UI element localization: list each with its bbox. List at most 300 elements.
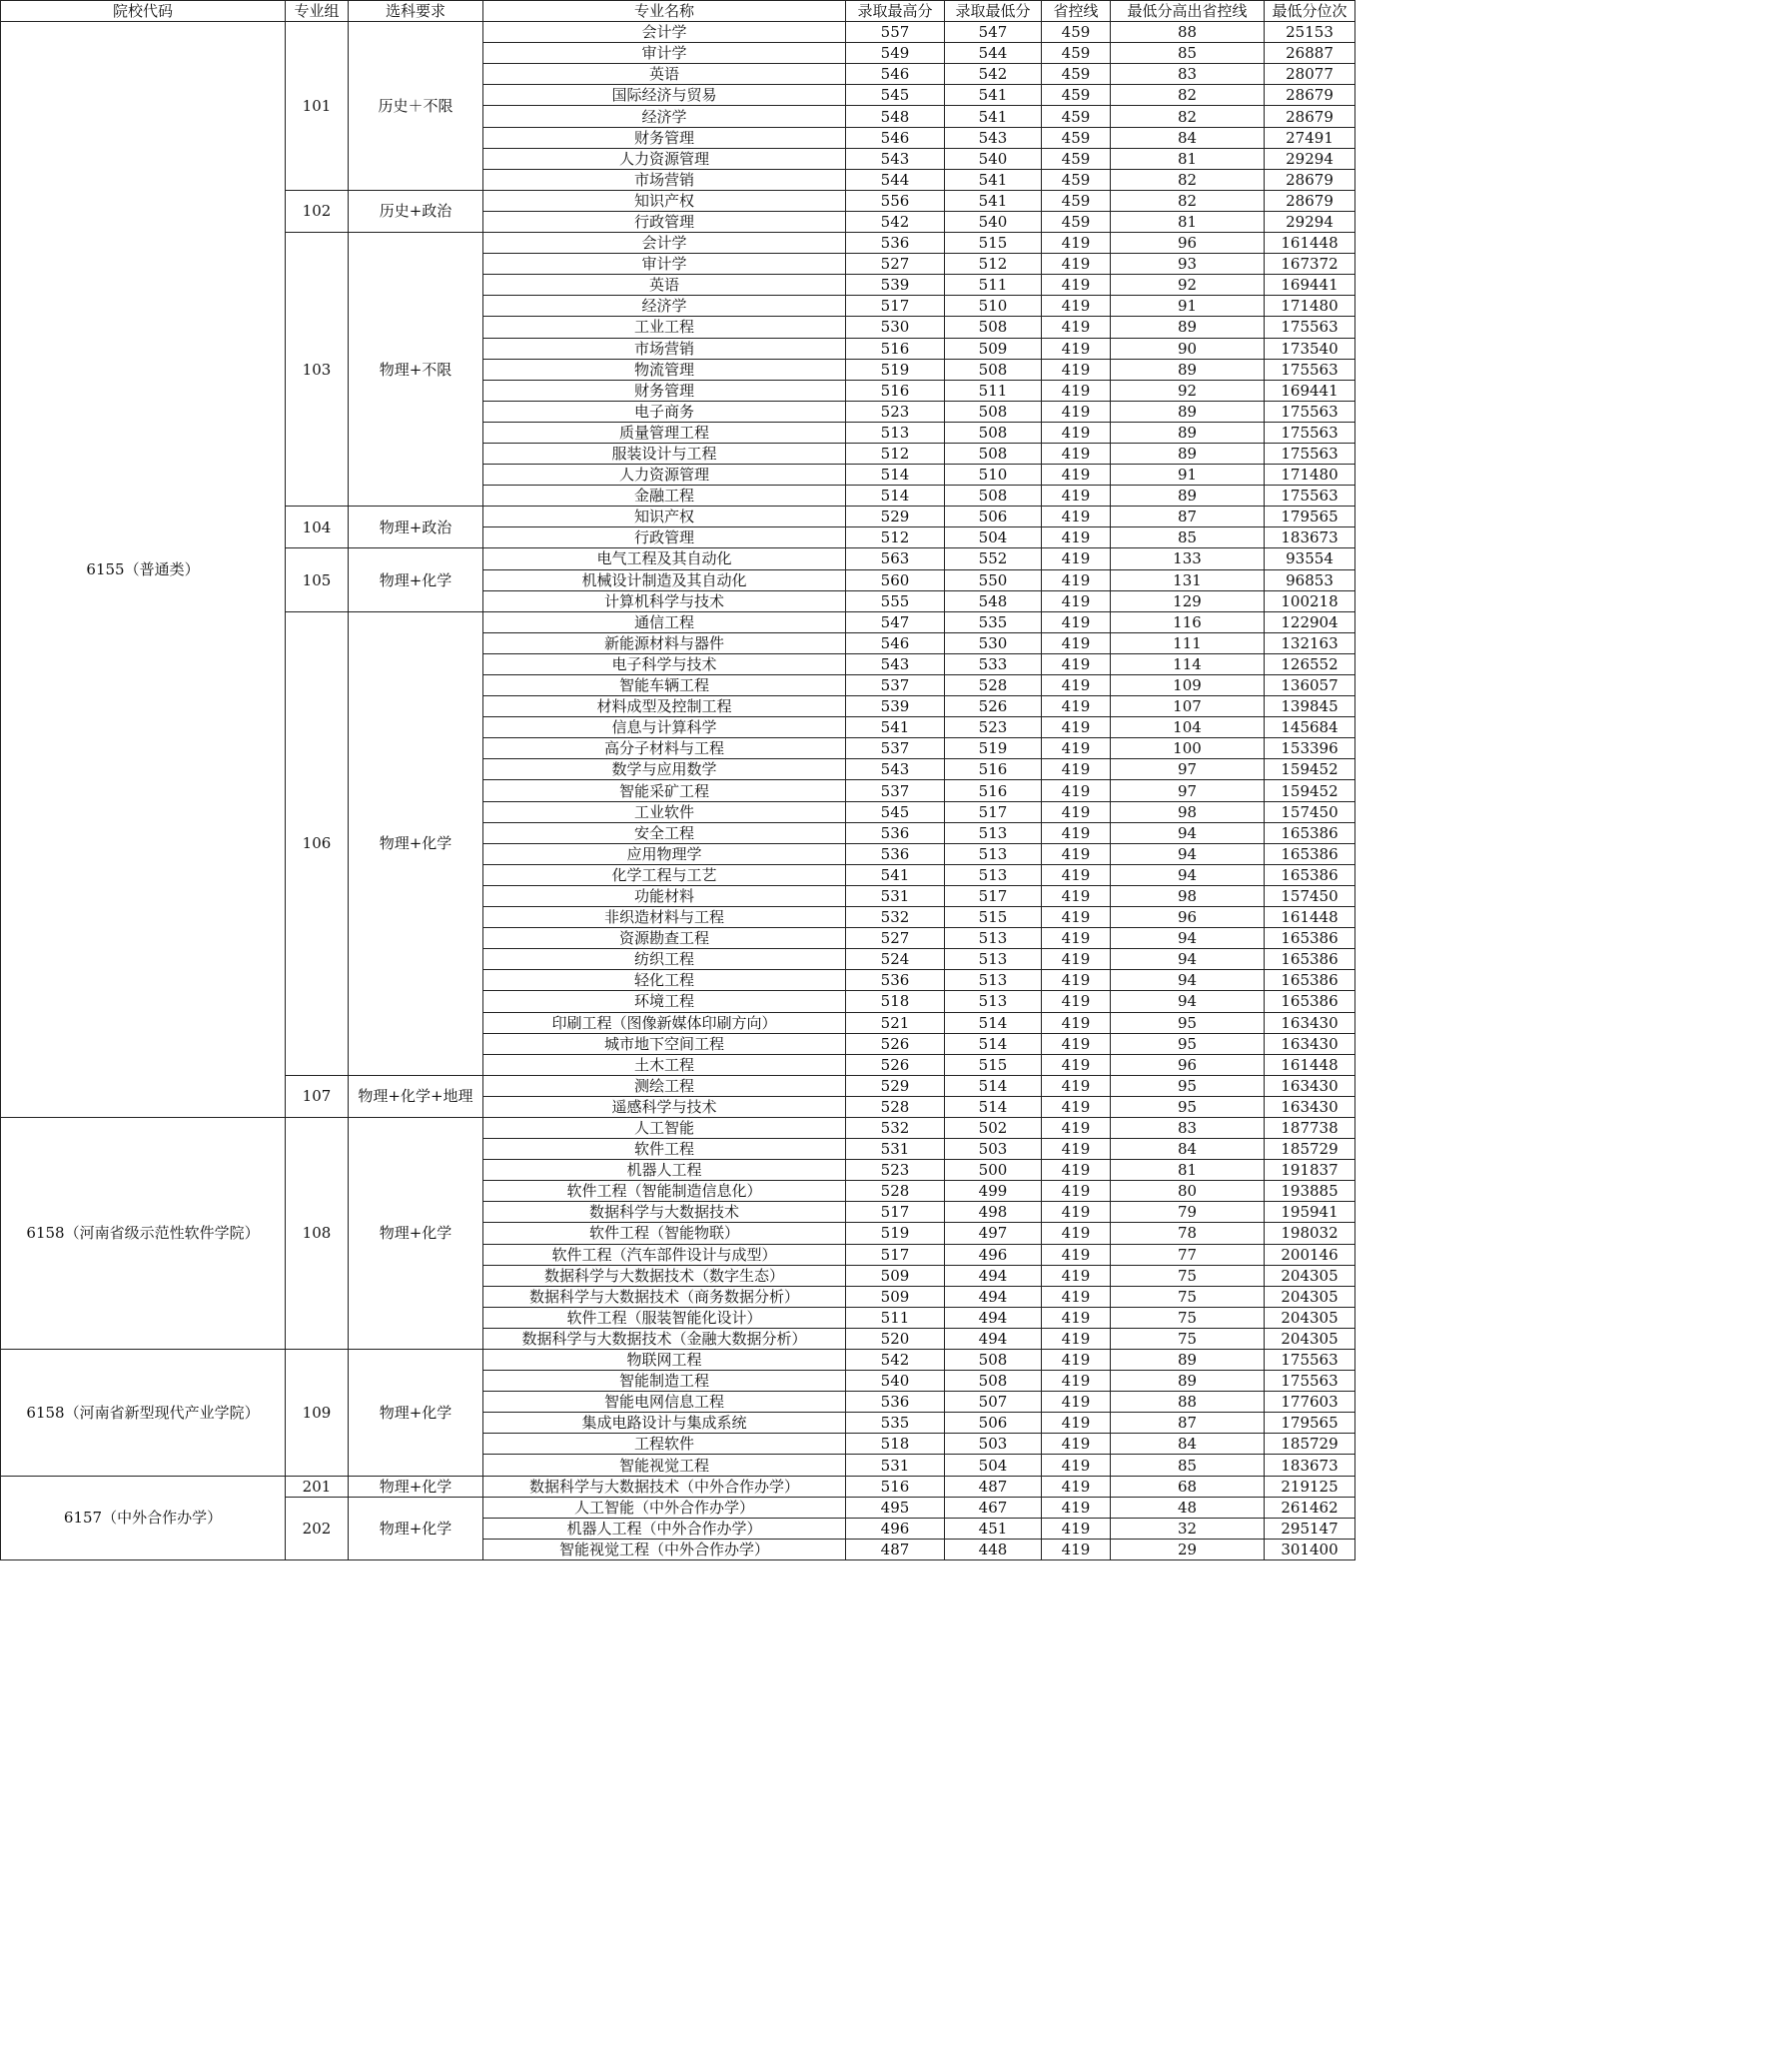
min-score-cell: 506 [945,507,1042,527]
above-control-line-cell: 96 [1111,1054,1265,1075]
min-rank-cell: 175563 [1265,317,1355,338]
min-rank-cell: 171480 [1265,465,1355,486]
min-rank-cell: 193885 [1265,1181,1355,1202]
control-line-cell: 419 [1042,864,1111,885]
min-score-cell: 550 [945,569,1042,590]
major-name-cell: 测绘工程 [483,1075,846,1096]
min-score-cell: 508 [945,401,1042,422]
max-score-cell: 545 [846,801,945,822]
above-control-line-cell: 89 [1111,1350,1265,1371]
control-line-cell: 419 [1042,632,1111,653]
min-rank-cell: 165386 [1265,843,1355,864]
max-score-cell: 543 [846,148,945,169]
min-rank-cell: 175563 [1265,443,1355,464]
control-line-cell: 419 [1042,1434,1111,1455]
min-score-cell: 508 [945,443,1042,464]
min-rank-cell: 183673 [1265,1455,1355,1476]
min-score-cell: 513 [945,864,1042,885]
control-line-cell: 419 [1042,653,1111,674]
major-name-cell: 功能材料 [483,885,846,906]
min-rank-cell: 28679 [1265,106,1355,127]
header-subject-requirement: 选科要求 [349,1,483,22]
max-score-cell: 526 [846,1033,945,1054]
control-line-cell: 419 [1042,296,1111,317]
above-control-line-cell: 97 [1111,759,1265,780]
above-control-line-cell: 78 [1111,1223,1265,1244]
above-control-line-cell: 83 [1111,1117,1265,1138]
group-cell: 103 [286,233,349,507]
max-score-cell: 537 [846,675,945,696]
max-score-cell: 509 [846,1286,945,1307]
major-name-cell: 数据科学与大数据技术（中外合作办学） [483,1476,846,1497]
min-score-cell: 541 [945,190,1042,211]
min-rank-cell: 169441 [1265,380,1355,401]
school-code-cell: 6158（河南省级示范性软件学院） [1,1117,286,1349]
control-line-cell: 419 [1042,1413,1111,1434]
above-control-line-cell: 79 [1111,1202,1265,1223]
above-control-line-cell: 89 [1111,401,1265,422]
above-control-line-cell: 95 [1111,1075,1265,1096]
above-control-line-cell: 80 [1111,1181,1265,1202]
min-score-cell: 511 [945,275,1042,296]
above-control-line-cell: 32 [1111,1518,1265,1539]
above-control-line-cell: 96 [1111,907,1265,928]
min-rank-cell: 165386 [1265,949,1355,970]
control-line-cell: 419 [1042,443,1111,464]
control-line-cell: 419 [1042,548,1111,569]
max-score-cell: 532 [846,907,945,928]
major-name-cell: 经济学 [483,296,846,317]
control-line-cell: 419 [1042,527,1111,548]
min-score-cell: 503 [945,1139,1042,1160]
min-score-cell: 514 [945,1012,1042,1033]
min-rank-cell: 28077 [1265,64,1355,85]
major-name-cell: 金融工程 [483,486,846,507]
above-control-line-cell: 75 [1111,1328,1265,1349]
min-rank-cell: 165386 [1265,970,1355,991]
header-major-name: 专业名称 [483,1,846,22]
max-score-cell: 536 [846,970,945,991]
control-line-cell: 419 [1042,1139,1111,1160]
min-rank-cell: 29294 [1265,148,1355,169]
min-rank-cell: 161448 [1265,1054,1355,1075]
control-line-cell: 419 [1042,1096,1111,1117]
table-body [1,22,1355,1560]
min-rank-cell: 183673 [1265,527,1355,548]
major-name-cell: 知识产权 [483,507,846,527]
min-rank-cell: 179565 [1265,507,1355,527]
min-rank-cell: 139845 [1265,696,1355,717]
major-name-cell: 审计学 [483,43,846,64]
max-score-cell: 542 [846,211,945,232]
control-line-cell: 419 [1042,1455,1111,1476]
min-score-cell: 548 [945,590,1042,611]
major-name-cell: 工业工程 [483,317,846,338]
subject-requirement-cell: 历史+政治 [349,190,483,232]
major-name-cell: 物联网工程 [483,1350,846,1371]
max-score-cell: 544 [846,169,945,190]
group-cell: 108 [286,1117,349,1349]
major-name-cell: 机械设计制造及其自动化 [483,569,846,590]
min-score-cell: 496 [945,1244,1042,1265]
major-name-cell: 应用物理学 [483,843,846,864]
control-line-cell: 419 [1042,1033,1111,1054]
group-cell: 201 [286,1476,349,1497]
max-score-cell: 513 [846,422,945,443]
min-score-cell: 516 [945,759,1042,780]
min-score-cell: 514 [945,1096,1042,1117]
control-line-cell: 419 [1042,1539,1111,1559]
major-name-cell: 安全工程 [483,822,846,843]
control-line-cell: 419 [1042,1054,1111,1075]
min-rank-cell: 122904 [1265,611,1355,632]
control-line-cell: 419 [1042,507,1111,527]
above-control-line-cell: 85 [1111,527,1265,548]
control-line-cell: 419 [1042,1518,1111,1539]
header-above-control-line: 最低分高出省控线 [1111,1,1265,22]
max-score-cell: 532 [846,1117,945,1138]
major-name-cell: 印刷工程（图像新媒体印刷方向） [483,1012,846,1033]
max-score-cell: 518 [846,1434,945,1455]
max-score-cell: 536 [846,1392,945,1413]
min-score-cell: 541 [945,85,1042,106]
min-rank-cell: 185729 [1265,1434,1355,1455]
max-score-cell: 511 [846,1307,945,1328]
group-cell: 101 [286,22,349,191]
control-line-cell: 459 [1042,211,1111,232]
group-cell: 202 [286,1497,349,1559]
above-control-line-cell: 87 [1111,507,1265,527]
above-control-line-cell: 100 [1111,738,1265,759]
above-control-line-cell: 97 [1111,780,1265,801]
min-rank-cell: 165386 [1265,864,1355,885]
max-score-cell: 541 [846,864,945,885]
control-line-cell: 419 [1042,822,1111,843]
major-name-cell: 机器人工程（中外合作办学） [483,1518,846,1539]
table-row [1,1117,1355,1138]
min-rank-cell: 177603 [1265,1392,1355,1413]
min-rank-cell: 219125 [1265,1476,1355,1497]
control-line-cell: 419 [1042,486,1111,507]
max-score-cell: 555 [846,590,945,611]
max-score-cell: 530 [846,317,945,338]
min-score-cell: 515 [945,1054,1042,1075]
major-name-cell: 市场营销 [483,338,846,359]
major-name-cell: 纺织工程 [483,949,846,970]
control-line-cell: 419 [1042,1117,1111,1138]
major-name-cell: 行政管理 [483,211,846,232]
max-score-cell: 528 [846,1096,945,1117]
control-line-cell: 419 [1042,949,1111,970]
above-control-line-cell: 89 [1111,422,1265,443]
max-score-cell: 536 [846,843,945,864]
max-score-cell: 512 [846,443,945,464]
above-control-line-cell: 82 [1111,85,1265,106]
above-control-line-cell: 92 [1111,380,1265,401]
max-score-cell: 537 [846,738,945,759]
max-score-cell: 520 [846,1328,945,1349]
control-line-cell: 419 [1042,1160,1111,1181]
min-rank-cell: 100218 [1265,590,1355,611]
max-score-cell: 556 [846,190,945,211]
min-rank-cell: 96853 [1265,569,1355,590]
min-rank-cell: 165386 [1265,991,1355,1012]
min-score-cell: 506 [945,1413,1042,1434]
major-name-cell: 人力资源管理 [483,465,846,486]
major-name-cell: 通信工程 [483,611,846,632]
above-control-line-cell: 129 [1111,590,1265,611]
min-rank-cell: 301400 [1265,1539,1355,1559]
control-line-cell: 419 [1042,1202,1111,1223]
major-name-cell: 国际经济与贸易 [483,85,846,106]
min-score-cell: 517 [945,801,1042,822]
major-name-cell: 数据科学与大数据技术（金融大数据分析） [483,1328,846,1349]
min-score-cell: 507 [945,1392,1042,1413]
above-control-line-cell: 82 [1111,169,1265,190]
above-control-line-cell: 75 [1111,1286,1265,1307]
major-name-cell: 软件工程（服装智能化设计） [483,1307,846,1328]
above-control-line-cell: 98 [1111,801,1265,822]
above-control-line-cell: 75 [1111,1265,1265,1286]
major-name-cell: 环境工程 [483,991,846,1012]
header-min-score: 录取最低分 [945,1,1042,22]
control-line-cell: 419 [1042,401,1111,422]
above-control-line-cell: 29 [1111,1539,1265,1559]
group-cell: 106 [286,611,349,1075]
min-score-cell: 528 [945,675,1042,696]
subject-requirement-cell: 物理+化学 [349,1117,483,1349]
above-control-line-cell: 83 [1111,64,1265,85]
min-score-cell: 494 [945,1307,1042,1328]
control-line-cell: 459 [1042,22,1111,43]
group-cell: 105 [286,548,349,611]
min-rank-cell: 28679 [1265,85,1355,106]
subject-requirement-cell: 物理+化学 [349,1497,483,1559]
control-line-cell: 419 [1042,1307,1111,1328]
min-score-cell: 514 [945,1033,1042,1054]
above-control-line-cell: 92 [1111,275,1265,296]
major-name-cell: 轻化工程 [483,970,846,991]
above-control-line-cell: 84 [1111,127,1265,148]
major-name-cell: 质量管理工程 [483,422,846,443]
subject-requirement-cell: 物理+化学 [349,1476,483,1497]
max-score-cell: 531 [846,1455,945,1476]
control-line-cell: 419 [1042,1476,1111,1497]
min-score-cell: 512 [945,254,1042,275]
control-line-cell: 419 [1042,675,1111,696]
major-name-cell: 会计学 [483,233,846,254]
subject-requirement-cell: 物理+化学 [349,548,483,611]
control-line-cell: 419 [1042,843,1111,864]
min-score-cell: 508 [945,1371,1042,1392]
above-control-line-cell: 68 [1111,1476,1265,1497]
min-rank-cell: 204305 [1265,1328,1355,1349]
control-line-cell: 419 [1042,1392,1111,1413]
major-name-cell: 电子科学与技术 [483,653,846,674]
min-score-cell: 510 [945,465,1042,486]
above-control-line-cell: 114 [1111,653,1265,674]
max-score-cell: 516 [846,338,945,359]
above-control-line-cell: 85 [1111,43,1265,64]
control-line-cell: 419 [1042,1244,1111,1265]
above-control-line-cell: 89 [1111,317,1265,338]
min-rank-cell: 27491 [1265,127,1355,148]
control-line-cell: 419 [1042,1328,1111,1349]
above-control-line-cell: 94 [1111,928,1265,949]
control-line-cell: 419 [1042,928,1111,949]
above-control-line-cell: 75 [1111,1307,1265,1328]
min-score-cell: 513 [945,970,1042,991]
max-score-cell: 527 [846,254,945,275]
major-name-cell: 化学工程与工艺 [483,864,846,885]
min-score-cell: 514 [945,1075,1042,1096]
max-score-cell: 524 [846,949,945,970]
min-rank-cell: 163430 [1265,1075,1355,1096]
min-score-cell: 540 [945,148,1042,169]
control-line-cell: 419 [1042,717,1111,738]
above-control-line-cell: 84 [1111,1434,1265,1455]
major-name-cell: 工业软件 [483,801,846,822]
group-cell: 102 [286,190,349,232]
table-row [1,1350,1355,1371]
max-score-cell: 546 [846,127,945,148]
min-rank-cell: 136057 [1265,675,1355,696]
min-score-cell: 498 [945,1202,1042,1223]
max-score-cell: 545 [846,85,945,106]
above-control-line-cell: 94 [1111,949,1265,970]
major-name-cell: 人工智能 [483,1117,846,1138]
min-score-cell: 541 [945,106,1042,127]
control-line-cell: 419 [1042,1286,1111,1307]
header-min-rank: 最低分位次 [1265,1,1355,22]
min-score-cell: 504 [945,1455,1042,1476]
min-score-cell: 487 [945,1476,1042,1497]
above-control-line-cell: 94 [1111,970,1265,991]
control-line-cell: 459 [1042,106,1111,127]
above-control-line-cell: 95 [1111,1033,1265,1054]
major-name-cell: 遥感科学与技术 [483,1096,846,1117]
max-score-cell: 519 [846,359,945,380]
max-score-cell: 518 [846,991,945,1012]
min-rank-cell: 204305 [1265,1286,1355,1307]
above-control-line-cell: 91 [1111,296,1265,317]
control-line-cell: 419 [1042,233,1111,254]
min-rank-cell: 179565 [1265,1413,1355,1434]
min-score-cell: 510 [945,296,1042,317]
major-name-cell: 人工智能（中外合作办学） [483,1497,846,1518]
above-control-line-cell: 88 [1111,1392,1265,1413]
min-score-cell: 543 [945,127,1042,148]
above-control-line-cell: 85 [1111,1455,1265,1476]
above-control-line-cell: 96 [1111,233,1265,254]
control-line-cell: 419 [1042,759,1111,780]
major-name-cell: 数据科学与大数据技术 [483,1202,846,1223]
min-score-cell: 544 [945,43,1042,64]
max-score-cell: 512 [846,527,945,548]
min-score-cell: 502 [945,1117,1042,1138]
control-line-cell: 419 [1042,1350,1111,1371]
major-name-cell: 英语 [483,64,846,85]
above-control-line-cell: 95 [1111,1012,1265,1033]
control-line-cell: 459 [1042,85,1111,106]
max-score-cell: 495 [846,1497,945,1518]
major-name-cell: 经济学 [483,106,846,127]
control-line-cell: 419 [1042,275,1111,296]
control-line-cell: 419 [1042,970,1111,991]
header-max-score: 录取最高分 [846,1,945,22]
table-row [1,1476,1355,1497]
max-score-cell: 521 [846,1012,945,1033]
max-score-cell: 514 [846,486,945,507]
major-name-cell: 土木工程 [483,1054,846,1075]
school-code-cell: 6157（中外合作办学） [1,1476,286,1559]
major-name-cell: 智能视觉工程 [483,1455,846,1476]
above-control-line-cell: 81 [1111,148,1265,169]
control-line-cell: 419 [1042,1012,1111,1033]
major-name-cell: 智能视觉工程（中外合作办学） [483,1539,846,1559]
min-rank-cell: 175563 [1265,359,1355,380]
control-line-cell: 419 [1042,380,1111,401]
above-control-line-cell: 133 [1111,548,1265,569]
min-rank-cell: 163430 [1265,1033,1355,1054]
min-rank-cell: 185729 [1265,1139,1355,1160]
max-score-cell: 542 [846,1350,945,1371]
min-score-cell: 552 [945,548,1042,569]
control-line-cell: 419 [1042,991,1111,1012]
school-code-cell: 6155（普通类） [1,22,286,1118]
max-score-cell: 517 [846,296,945,317]
above-control-line-cell: 109 [1111,675,1265,696]
above-control-line-cell: 104 [1111,717,1265,738]
control-line-cell: 419 [1042,590,1111,611]
subject-requirement-cell: 历史＋不限 [349,22,483,191]
major-name-cell: 市场营销 [483,169,846,190]
above-control-line-cell: 87 [1111,1413,1265,1434]
min-score-cell: 494 [945,1328,1042,1349]
max-score-cell: 539 [846,696,945,717]
min-rank-cell: 28679 [1265,169,1355,190]
control-line-cell: 419 [1042,1075,1111,1096]
min-score-cell: 513 [945,949,1042,970]
max-score-cell: 517 [846,1202,945,1223]
above-control-line-cell: 81 [1111,1160,1265,1181]
min-score-cell: 448 [945,1539,1042,1559]
major-name-cell: 软件工程 [483,1139,846,1160]
min-score-cell: 508 [945,317,1042,338]
min-rank-cell: 28679 [1265,190,1355,211]
min-rank-cell: 295147 [1265,1518,1355,1539]
max-score-cell: 529 [846,507,945,527]
control-line-cell: 419 [1042,907,1111,928]
min-rank-cell: 163430 [1265,1012,1355,1033]
above-control-line-cell: 84 [1111,1139,1265,1160]
min-rank-cell: 169441 [1265,275,1355,296]
max-score-cell: 531 [846,1139,945,1160]
max-score-cell: 563 [846,548,945,569]
min-score-cell: 515 [945,233,1042,254]
min-score-cell: 530 [945,632,1042,653]
min-score-cell: 526 [945,696,1042,717]
min-rank-cell: 163430 [1265,1096,1355,1117]
major-name-cell: 英语 [483,275,846,296]
max-score-cell: 516 [846,380,945,401]
max-score-cell: 543 [846,653,945,674]
major-name-cell: 会计学 [483,22,846,43]
header-school-code: 院校代码 [1,1,286,22]
subject-requirement-cell: 物理+不限 [349,233,483,507]
major-name-cell: 机器人工程 [483,1160,846,1181]
min-score-cell: 533 [945,653,1042,674]
